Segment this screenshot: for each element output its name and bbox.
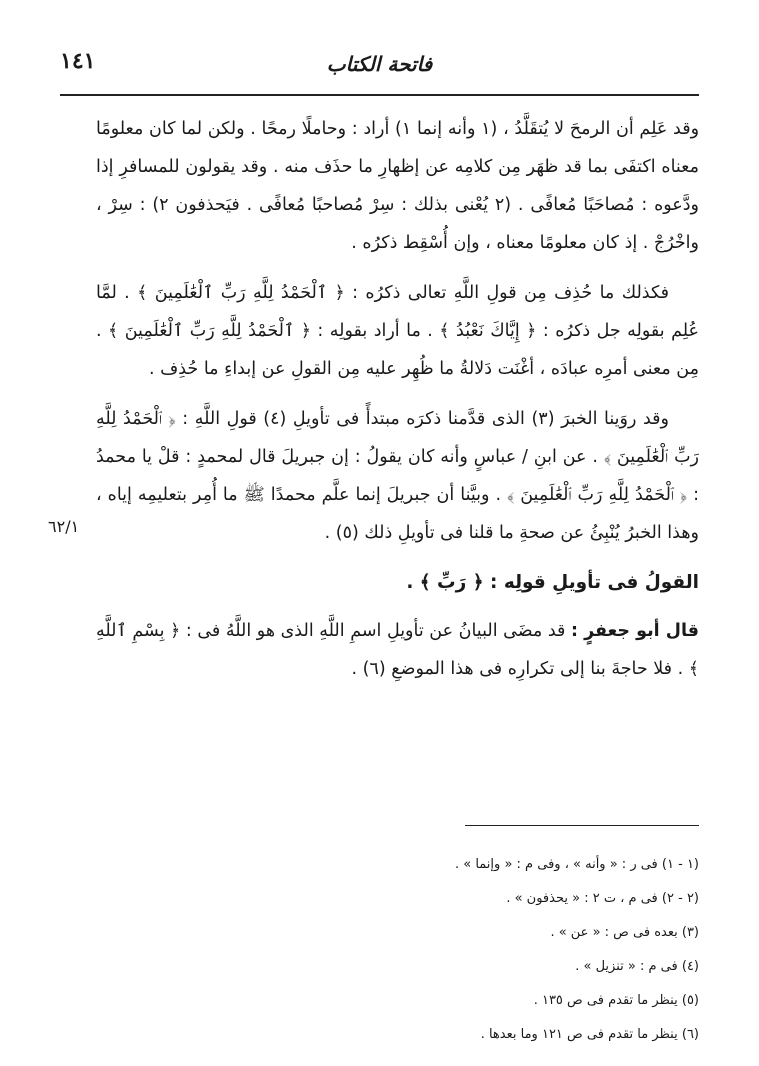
running-header xyxy=(60,42,699,92)
footnote-divider xyxy=(465,825,699,826)
page-number: ١٤١ xyxy=(60,48,96,74)
main-text xyxy=(96,110,699,700)
footnote-2: (٢ - ٢) فى م ، ت ٢ : « يحذفون » . xyxy=(506,891,699,906)
paragraph-4 xyxy=(96,612,699,688)
paragraph-2: فكذلك ما حُذِف مِن قولِ اللَّهِ تعالى ذكرُه : ﴿ ٱلْحَمْدُ لِلَّهِ رَبِّ ٱلْعَٰلَمِينَ ﴾ . لمَّا عُلِم بقولِه جل ذكرُه : ﴿ إِيَّاكَ نَعْبُدُ ﴾ . ما أراد بقولِه : ﴿ ٱلْحَمْدُ لِلَّهِ رَبِّ ٱلْعَٰلَمِينَ ﴾ . مِن معنى أمرِه عبادَه ، أغْنَت دَلالةُ ما ظُهِر عليه مِن القولِ عن إبداءِ ما حُذِف . xyxy=(96,283,699,379)
paragraph-4-lead: قال أبو جعفرٍ : xyxy=(570,621,699,641)
footnote-4: (٤) فى م : « تنزيل » . xyxy=(575,959,699,974)
footnotes xyxy=(96,848,699,1052)
margin-reference: ٦٢/١ xyxy=(48,517,80,536)
paragraph-4-text: قد مضَى البيانُ عن تأويلِ اسمِ اللَّهِ الذى هو اللَّهُ فى : ﴿ بِسْمِ ٱللَّهِ ﴾ . فلا حاجةَ بنا إلى تكرارِه فى هذا الموضعِ (٦) . xyxy=(96,621,699,679)
footnote-6: (٦) ينظر ما تقدم فى ص ١٢١ وما بعدها . xyxy=(480,1027,699,1042)
footnote-5: (٥) ينظر ما تقدم فى ص ١٣٥ . xyxy=(533,993,699,1008)
footnote-1: (١ - ١) فى ر : « وأنه » ، وفى م : « وإنما » . xyxy=(454,857,699,872)
footnote-3: (٣) بعده فى ص : « عن » . xyxy=(550,925,699,940)
running-title: فاتحة الكتاب xyxy=(326,52,433,76)
section-heading: القولُ فى تأويلِ قولِه : ﴿ رَبِّ ﴾ . xyxy=(406,572,699,593)
paragraph-3: وقد روَينا الخبرَ (٣) الذى قدَّمنا ذكرَه مبتدأً فى تأويلِ (٤) قولِ اللَّهِ : ﴿ ٱلْحَمْدُ لِلَّهِ رَبِّ ٱلْعَٰلَمِينَ ﴾ . عن ابنِ / عباسٍ وأنه كان يقولُ : إن جبريلَ قال لمحمدٍ : قلْ يا محمدُ : ﴿ ٱلْحَمْدُ لِلَّهِ رَبِّ ٱلْعَٰلَمِينَ ﴾ . وبيَّنا أن جبريلَ إنما علَّم محمدًا ﷺ ما أُمِر بتعليمِه إياه ، وهذا الخبرُ يُنْبِئُ عن صحةِ ما قلنا فى تأويلِ ذلك (٥) . xyxy=(96,409,699,543)
header-divider xyxy=(60,94,699,96)
paragraph-1: وقد عَلِم أن الرمحَ لا يُتقَلَّدُ ، (١ وأنه إنما ١) أراد : وحاملًا رمحًا . ولكن لما كان معلومًا معناه اكتفَى بما قد ظهَر مِن كلامِه عن إظهارِ ما حذَف منه . وقد يقولون للمسافرِ إذا ودَّعوه : مُصاحَبًا مُعافًى . (٢ يُعْنى بذلك : سِرْ مُصاحبًا مُعافًى . فيَحذفون ٢) : سِرْ ، واخْرُجْ . إذ كان معلومًا معناه ، وإن أُسْقِط ذكرُه . xyxy=(96,119,700,253)
